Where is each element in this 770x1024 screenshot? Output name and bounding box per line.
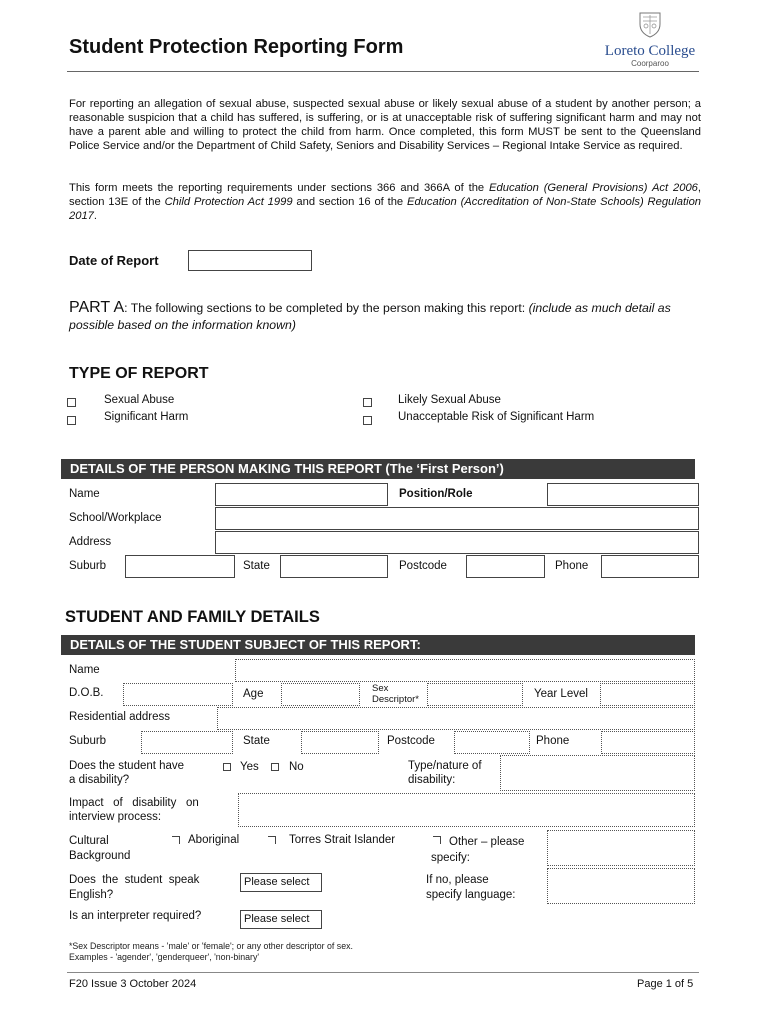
position-role-label: Position/Role [399,488,473,500]
impact-line1: Impact of disability on [69,797,199,809]
sex-descriptor-line1: Sex [372,683,389,694]
if-no-line2: specify language: [426,889,516,901]
unacceptable-risk-checkbox[interactable] [363,416,372,425]
sex-descriptor-line2: Descriptor* [372,694,419,705]
impact-line2: interview process: [69,811,162,823]
aboriginal-label: Aboriginal [188,834,240,846]
sexual-abuse-checkbox[interactable] [67,398,76,407]
language-field[interactable] [547,868,695,904]
logo-subtitle: Coorparoo [631,59,669,68]
school-workplace-field[interactable] [215,507,699,530]
speak-line1: Does the student speak [69,874,200,886]
significant-harm-checkbox[interactable] [67,416,76,425]
date-of-report-field[interactable] [188,250,312,271]
req-act-2: Child Protection Act 1999 [164,196,293,208]
aboriginal-checkbox[interactable] [172,836,180,844]
disability-yes-checkbox[interactable] [223,763,231,771]
cultural-line2: Background [69,850,131,862]
impact-label [69,796,229,824]
student-state-field[interactable] [301,731,379,754]
disability-no-checkbox[interactable] [271,763,279,771]
unacceptable-risk-label: Unacceptable Risk of Significant Harm [398,411,595,423]
disability-question [69,759,184,787]
if-no-language-label [426,873,516,903]
suburb-field[interactable] [125,555,235,578]
footnote [69,941,353,963]
college-logo [598,10,702,72]
disability-no-label: No [289,761,304,773]
interpreter-label: Is an interpreter required? [69,910,202,922]
state-field[interactable] [280,555,388,578]
student-name-label: Name [69,664,100,676]
page-title: Student Protection Reporting Form [69,36,404,58]
other-background-field[interactable] [547,830,695,866]
position-role-field[interactable] [547,483,699,506]
type-nature-line1: Type/nature of [408,760,482,772]
student-postcode-field[interactable] [454,731,530,754]
year-level-label: Year Level [534,688,588,700]
cultural-background-label [69,834,130,864]
likely-sexual-abuse-checkbox[interactable] [363,398,372,407]
part-a-note: (include as much detail as possible based on the information known) [69,301,671,332]
student-section-bar: DETAILS OF THE STUDENT SUBJECT OF THIS REPORT: [61,635,695,655]
impact-field[interactable] [238,793,695,827]
type-nature-line2: disability: [408,774,456,786]
age-field[interactable] [281,683,360,706]
first-person-section-bar: DETAILS OF THE PERSON MAKING THIS REPORT (The ‘First Person’) [61,459,695,479]
req-act-3: Education (Accreditation of Non-State Schools) Regulation 2017 [69,196,702,222]
speak-line2: English? [69,889,114,901]
requirements-paragraph [69,181,701,223]
dob-label: D.O.B. [69,687,104,699]
address-field[interactable] [215,531,699,554]
type-of-report-heading: TYPE OF REPORT [69,365,209,382]
other-background-label [431,834,525,866]
sexual-abuse-label: Sexual Abuse [104,394,175,406]
part-a-instructions [69,299,703,334]
torres-strait-label: Torres Strait Islander [289,834,396,846]
if-no-line1: If no, please [426,874,489,886]
req-text-2: , section 13E of the [69,182,702,208]
phone-label: Phone [555,560,589,572]
other-line2: specify: [431,852,470,864]
type-nature-label [408,759,482,787]
disability-question-line1: Does the student have [69,760,185,772]
residential-address-field[interactable] [217,707,695,730]
other-line1: Other – please [449,836,525,848]
footer-divider [67,972,699,973]
req-text-4: . [93,210,97,222]
sex-descriptor-field[interactable] [427,683,523,706]
address-label: Address [69,536,112,548]
postcode-field[interactable] [466,555,545,578]
student-name-field[interactable] [235,659,695,682]
student-postcode-label: Postcode [387,735,435,747]
postcode-label: Postcode [399,560,447,572]
student-suburb-label: Suburb [69,735,107,747]
header-divider [67,71,699,72]
school-workplace-label: School/Workplace [69,512,162,524]
phone-field[interactable] [601,555,699,578]
other-background-checkbox[interactable] [433,836,441,844]
first-person-name-field[interactable] [215,483,388,506]
cultural-line1: Cultural [69,835,109,847]
date-of-report-label: Date of Report [69,253,159,268]
interpreter-select[interactable]: Please select [240,910,322,929]
state-label: State [243,560,270,572]
intro-paragraph: For reporting an allegation of sexual abuse, suspected sexual abuse or likely sexual abuse of a student by another person; a reasonable suspicion that a child has suffered, is suffering, or is at unacceptable risk of suffering significant harm and may not have a parent able and willing to protect the child from harm. Once completed, this form MUST be sent to the Queensland Police Service and/or the Department of Child Safety, Seniors and Disability Services – Regional Intake Service as required. [69,98,701,152]
footnote-line1: *Sex Descriptor means - 'male' or 'female'; or any other descriptor of sex. [69,941,353,951]
footnote-line2: Examples - 'agender', 'genderqueer', 'non-binary' [69,952,260,962]
disability-yes-label: Yes [240,761,259,773]
sex-descriptor-label [372,683,419,705]
logo-name: Loreto College [604,43,696,59]
age-label: Age [243,688,264,700]
disability-question-line2: a disability? [69,774,130,786]
crest-icon [635,10,665,38]
torres-strait-checkbox[interactable] [268,836,276,844]
req-text-1: This form meets the reporting requirements under sections 366 and 366A of the [69,182,490,194]
first-person-name-label: Name [69,488,100,500]
part-a-label: PART A [69,299,125,316]
disability-type-field[interactable] [500,755,695,791]
student-phone-label: Phone [536,735,570,747]
year-level-field[interactable] [600,683,695,706]
residential-address-label: Residential address [69,711,171,723]
student-phone-field[interactable] [601,731,695,754]
speak-english-label [69,873,199,903]
issue-label: F20 Issue 3 October 2024 [69,978,197,990]
student-family-heading: STUDENT AND FAMILY DETAILS [65,608,320,626]
suburb-label: Suburb [69,560,107,572]
req-act-1: Education (General Provisions) Act 2006 [489,182,698,194]
likely-sexual-abuse-label: Likely Sexual Abuse [398,394,501,406]
page-number: Page 1 of 5 [637,978,694,990]
req-text-3: and section 16 of the [292,196,407,208]
dob-field[interactable] [123,683,233,706]
speak-english-select[interactable]: Please select [240,873,322,892]
part-a-text: : The following sections to be completed by the person making this report: [124,301,529,315]
significant-harm-label: Significant Harm [104,411,189,423]
student-state-label: State [243,735,270,747]
student-suburb-field[interactable] [141,731,233,754]
